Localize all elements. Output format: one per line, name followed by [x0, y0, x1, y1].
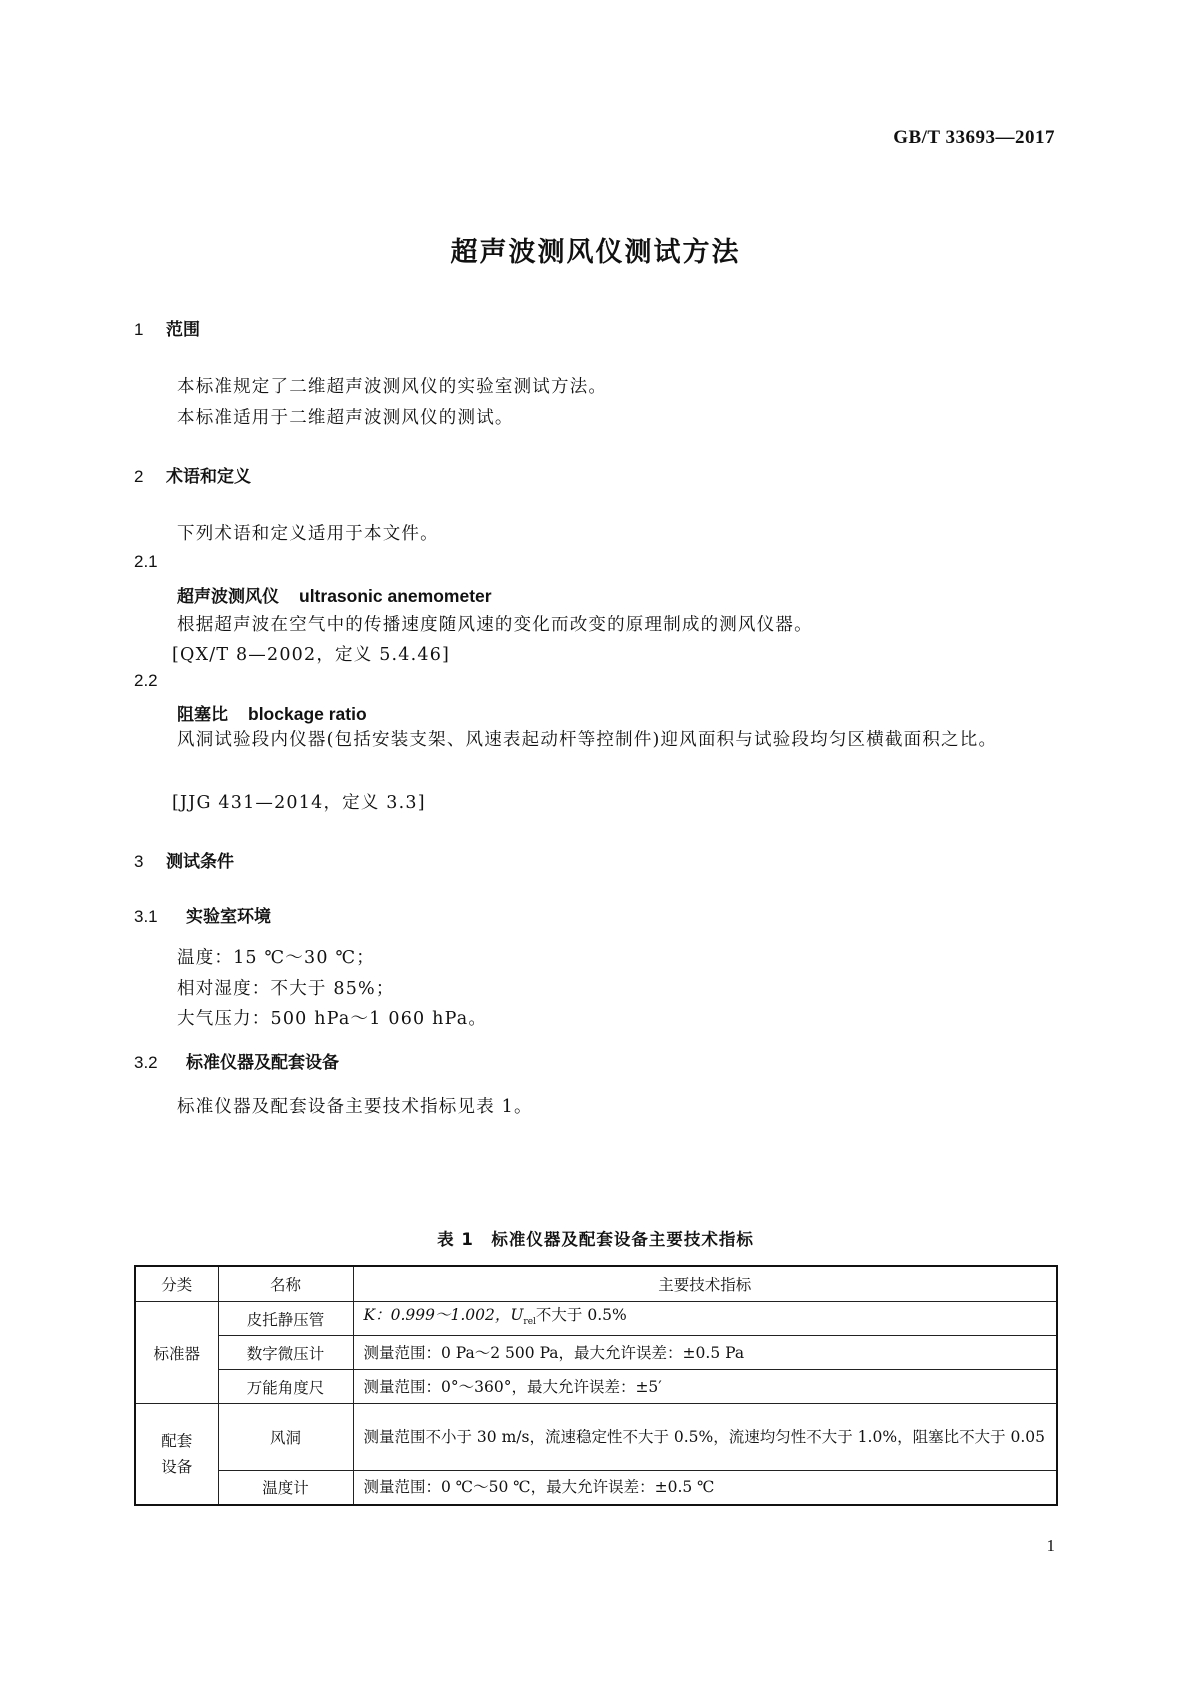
table-row	[135, 1302, 1057, 1336]
term-definition: 风洞试验段内仪器(包括安装支架、风速表起动杆等控制件)迎风面积与试验段均匀区横截面积之比。	[177, 730, 998, 750]
standard-number: GB/T 33693—2017	[893, 127, 1055, 148]
spec-cell: 测量范围：0°～360°，最大允许误差：±5′	[353, 1370, 1057, 1404]
section-title: 范围	[166, 320, 200, 340]
section-title: 实验室环境	[186, 907, 271, 927]
term-heading	[177, 700, 367, 725]
document-title: 超声波测风仪测试方法	[450, 237, 741, 268]
table-row	[135, 1404, 1057, 1471]
table-row	[135, 1471, 1057, 1505]
term-english: ultrasonic anemometer	[299, 586, 492, 606]
env-humidity: 相对湿度：不大于 85%；	[177, 979, 395, 999]
section-number: 2	[134, 467, 144, 486]
spec-subscript: rel	[523, 1317, 536, 1328]
subsection-3-2-heading	[134, 1048, 339, 1073]
name-cell: 风洞	[218, 1404, 353, 1471]
section-number: 3.2	[134, 1053, 158, 1072]
spec-cell: 测量范围：0 Pa～2 500 Pa，最大允许误差：±0.5 Pa	[353, 1336, 1057, 1370]
section-2-heading	[134, 462, 251, 487]
term-reference: [JJG 431—2014，定义 3.3]	[172, 793, 426, 813]
table-caption: 表 1 标准仪器及配套设备主要技术指标	[437, 1230, 754, 1249]
terms-intro: 下列术语和定义适用于本文件。	[177, 524, 439, 544]
name-cell: 数字微压计	[218, 1336, 353, 1370]
header-name: 名称	[218, 1266, 353, 1302]
section-number: 3.1	[134, 907, 158, 926]
section-number: 1	[134, 320, 144, 339]
term-definition: 根据超声波在空气中的传播速度随风速的变化而改变的原理制成的测风仪器。	[177, 615, 813, 635]
spec-text: K：0.999～1.002，U	[363, 1306, 524, 1324]
term-chinese: 阻塞比	[177, 705, 228, 725]
term-number: 2.1	[134, 552, 158, 571]
table-row	[135, 1370, 1057, 1404]
term-number: 2.2	[134, 671, 158, 690]
header-category: 分类	[135, 1266, 218, 1302]
spec-text: 不大于 0.5%	[535, 1306, 627, 1324]
env-pressure: 大气压力：500 hPa～1 060 hPa。	[177, 1009, 488, 1029]
spec-cell: 测量范围：0 ℃～50 ℃，最大允许误差：±0.5 ℃	[353, 1471, 1057, 1505]
term-heading	[177, 582, 492, 607]
section-title: 测试条件	[166, 852, 234, 872]
section-number: 3	[134, 852, 144, 871]
page-number: 1	[1046, 1536, 1055, 1555]
spec-cell	[353, 1302, 1057, 1336]
scope-paragraph-2: 本标准适用于二维超声波测风仪的测试。	[177, 408, 514, 428]
equipment-paragraph: 标准仪器及配套设备主要技术指标见表 1。	[177, 1097, 533, 1117]
term-reference: [QX/T 8—2002，定义 5.4.46]	[172, 645, 451, 665]
section-1-heading	[134, 315, 200, 340]
table-row	[135, 1336, 1057, 1370]
spec-cell: 测量范围不小于 30 m/s，流速稳定性不大于 0.5%，流速均匀性不大于 1.0%，阻塞比不大于 0.05	[353, 1404, 1057, 1471]
section-title: 标准仪器及配套设备	[186, 1053, 339, 1073]
scope-paragraph-1: 本标准规定了二维超声波测风仪的实验室测试方法。	[177, 377, 608, 397]
env-temperature: 温度：15 ℃～30 ℃；	[177, 948, 375, 968]
category-cell: 标准器	[135, 1302, 218, 1404]
subsection-3-1-heading	[134, 902, 271, 927]
term-english: blockage ratio	[248, 704, 367, 724]
section-3-heading	[134, 847, 234, 872]
spec-table	[134, 1265, 1058, 1506]
header-spec: 主要技术指标	[353, 1266, 1057, 1302]
table-header-row	[135, 1266, 1057, 1302]
name-cell: 万能角度尺	[218, 1370, 353, 1404]
name-cell: 温度计	[218, 1471, 353, 1505]
category-cell: 配套设备	[135, 1404, 218, 1505]
name-cell: 皮托静压管	[218, 1302, 353, 1336]
section-title: 术语和定义	[166, 467, 251, 487]
term-chinese: 超声波测风仪	[177, 587, 279, 607]
